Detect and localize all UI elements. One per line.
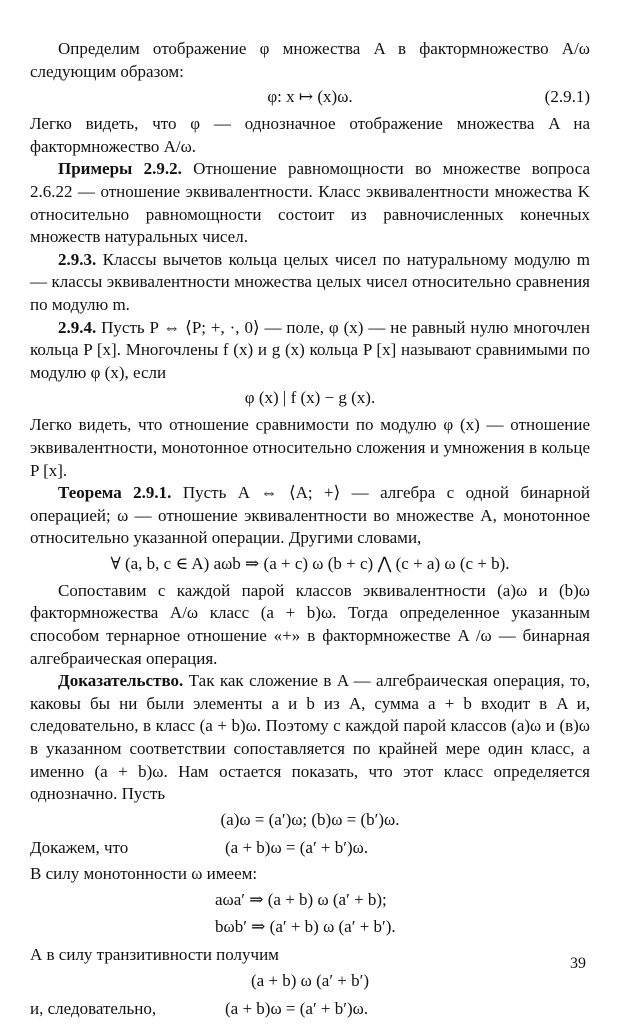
page-number: 39 — [570, 955, 586, 972]
equation-text: bωb′ ⇒ (a′ + b) ω (a′ + b′). — [215, 917, 396, 936]
equation-2-9-1 — [30, 86, 590, 110]
examples-text: Отношение равномощности во множестве вопроса 2.6.22 — отношение эквивалентности. Класс эквивалентности множества K относительно равномощности состоит из равночисленных конечных множеств натуральных чисел. — [30, 159, 591, 247]
paragraph-mapping-definition: Определим отображение φ множества A в фактормножество A/ω следующим образом: — [30, 39, 590, 81]
item-2-9-3-heading: 2.9.3. — [58, 249, 97, 269]
proof-text: Так как сложение в A — алгебраическая операция, то, каковы бы ни были элементы a и b из A, сумма a + b входит в A и, следовательно, в класс (a + b)ω. Поэтому с каждой парой классов (a)ω и (в)ω в указанном соответствии сопоставляется по крайней мере один класс, а именно (a + b)ω. Нам остается показать, что этот класс определяется однозначно. Пусть — [30, 671, 590, 804]
equation-text: (a)ω = (a′)ω; (b)ω = (b′)ω. — [220, 809, 400, 829]
paragraph-by-monotonicity: В силу монотонности ω имеем: — [30, 864, 258, 884]
paragraph-2-9-3 — [30, 249, 590, 317]
paragraph-class-operation: Сопоставим с каждой парой классов эквивалентности (a)ω и (b)ω фактормножества A/ω класс (a + b)ω. Тогда определенное указанным способом тернарное отношение «+» в фактормножестве A /ω — бинарная алгебраическая операция. — [30, 580, 590, 668]
equation-final: (a + b)ω = (a′ + b′)ω. — [225, 998, 369, 1018]
equation-monotonicity — [30, 553, 590, 577]
equation-number: (2.9.1) — [544, 87, 590, 107]
paragraph-proof — [30, 670, 590, 806]
examples-heading: Примеры 2.9.2. — [58, 159, 182, 179]
equation-text: φ: x ↦ (x)ω. — [267, 87, 353, 107]
item-2-9-3-text: Классы вычетов кольца целых чисел по натуральному модулю m — классы эквивалентности множества целых чисел относительно сравнения по модулю m. — [30, 249, 590, 314]
proof-heading: Доказательство. — [58, 671, 184, 691]
prove-that-text: Докажем, что — [30, 837, 129, 857]
theorem-heading: Теорема 2.9.1. — [58, 483, 172, 503]
line-consequently — [30, 998, 590, 1021]
equation-text: (a + b) ω (a′ + b′) — [250, 970, 370, 990]
page-body — [30, 38, 590, 1024]
item-2-9-4-text: Пусть P ⇔ ⟨P; +, ·, 0⟩ — поле, φ (x) — не равный нулю многочлен кольца P [x]. Многочлены f (x) и g (x) кольца P [x] называют сравнимыми по модулю φ (x), если — [30, 317, 590, 382]
equation-text: ∀ (a, b, c ∈ A) aωb ⇒ (a + c) ω (b + c) ⋀ (c + a) ω (c + b). — [110, 553, 510, 573]
equation-monotone-a — [30, 889, 590, 913]
paragraph-by-transitivity: А в силу транзитивности получим — [30, 945, 279, 964]
item-2-9-4-heading: 2.9.4. — [58, 317, 97, 337]
paragraph-mapping-single-valued: Легко видеть, что φ — однозначное отображение множества A на фактормножество A/ω. — [30, 114, 590, 156]
equation-text: φ (x) | f (x) − g (x). — [244, 388, 376, 408]
paragraph-theorem — [30, 482, 590, 550]
line-prove-that — [30, 837, 590, 860]
consequently-text: и, следовательно, — [30, 998, 157, 1018]
paragraph-congruence-equivalence: Легко видеть, что отношение сравнимости по модулю φ (x) — отношение эквивалентности, монотонное относительно сложения и умножения в кольце P [x]. — [30, 415, 590, 480]
equation-text: aωa′ ⇒ (a + b) ω (a′ + b); — [215, 890, 387, 909]
equation-sum-classes: (a + b)ω = (a′ + b′)ω. — [225, 837, 369, 857]
theorem-text: Пусть A ⇔ ⟨A; +⟩ — алгебра с одной бинарной операцией; ω — отношение эквивалентности во множестве A, монотонное относительно указанной операции. Другими словами, — [30, 483, 591, 548]
equation-class-equality — [30, 809, 590, 833]
equation-divisibility — [30, 387, 590, 411]
paragraph-2-9-4 — [30, 317, 590, 385]
equation-transitive — [30, 970, 590, 994]
paragraph-examples — [30, 158, 590, 248]
equation-monotone-b — [30, 916, 590, 940]
